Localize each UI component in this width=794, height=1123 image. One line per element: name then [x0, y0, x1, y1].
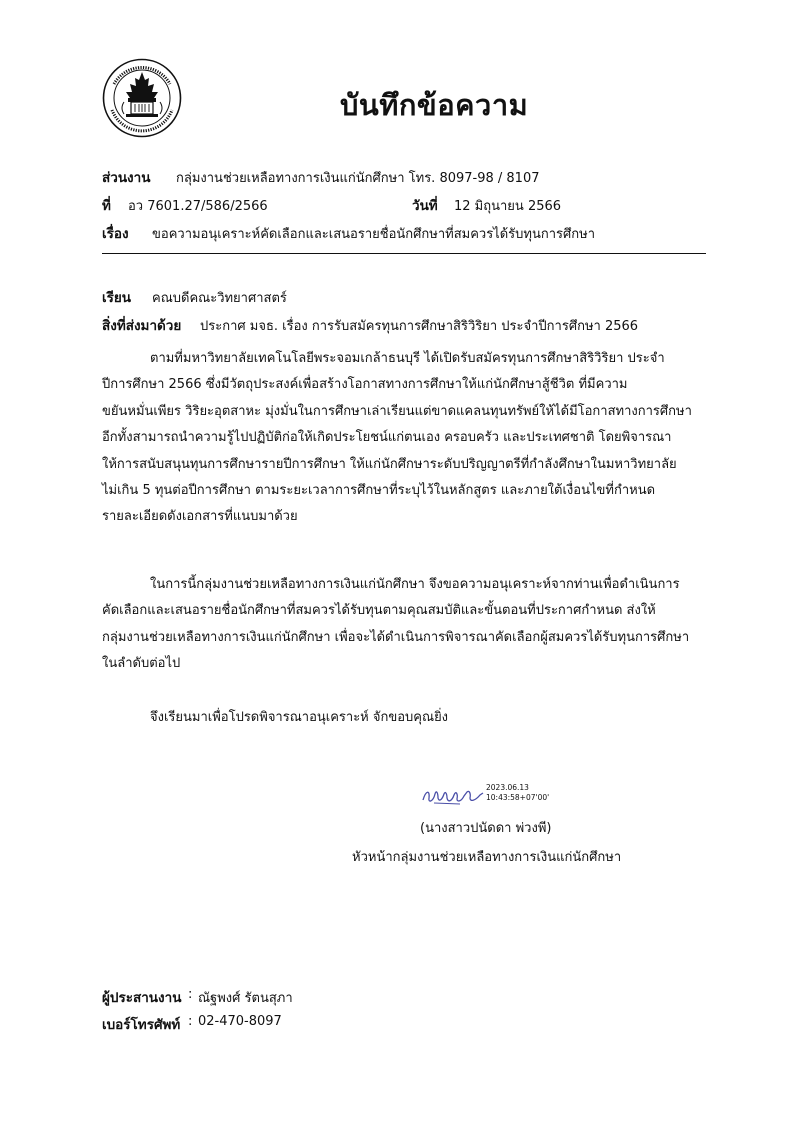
phone-label: เบอร์โทรศัพท์ — [102, 1017, 181, 1033]
phone-separator: : — [188, 1014, 193, 1029]
paragraph-line: ขยันหมั่นเพียร วิริยะอุตสาหะ มุ่งมั่นในการศึกษาเล่าเรียนแต่ขาดแคลนทุนทรัพย์ให้ได้มีโอกาสทางการศึกษา — [102, 403, 692, 419]
paragraph-line: กลุ่มงานช่วยเหลือทางการเงินแก่นักศึกษา เพื่อจะได้ดำเนินการพิจารณาคัดเลือกผู้สมควรได้รับทุนการศึกษา — [102, 629, 690, 645]
subject-label: เรื่อง — [102, 226, 129, 242]
paragraph-line: คัดเลือกและเสนอรายชื่อนักศึกษาที่สมควรได้รับทุนตามคุณสมบัติและขั้นตอนที่ประกาศกำหนด ส่งให้ — [102, 603, 656, 619]
subject-value: ขอความอนุเคราะห์คัดเลือกและเสนอรายชื่อนักศึกษาที่สมควรได้รับทุนการศึกษา — [152, 227, 596, 242]
department-value: กลุ่มงานช่วยเหลือทางการเงินแก่นักศึกษา โทร. 8097-98 / 8107 — [176, 171, 540, 186]
paragraph-line: ในลำดับต่อไป — [102, 656, 181, 672]
coordinator-name: ณัฐพงศ์ รัตนสุภา — [198, 991, 293, 1006]
closing-line: จึงเรียนมาเพื่อโปรดพิจารณาอนุเคราะห์ จักขอบคุณยิ่ง — [150, 710, 449, 725]
paragraph-line: ปีการศึกษา 2566 ซึ่งมีวัตถุประสงค์เพื่อสร้างโอกาสทางการศึกษาให้แก่นักศึกษาสู้ชีวิต ที่มีความ — [102, 377, 628, 393]
phone-number: 02-470-8097 — [198, 1014, 282, 1029]
header-divider — [102, 253, 706, 254]
signature-stamp-date: 2023.06.13 — [486, 783, 529, 792]
signer-name: (นางสาวปนัดดา พ่วงพี) — [420, 821, 552, 836]
paragraph-line: ไม่เกิน 5 ทุนต่อปีการศึกษา ตามระยะเวลาการศึกษาที่ระบุไว้ในหลักสูตร และภายใต้เงื่อนไขที่กำหนด — [102, 483, 656, 499]
memo-title: บันทึกข้อความ — [340, 88, 529, 122]
attachment-label: สิ่งที่ส่งมาด้วย — [102, 318, 182, 334]
paragraph-line: ให้การสนับสนุนทุนการศึกษารายปีการศึกษา ให้แก่นักศึกษาระดับปริญญาตรีที่กำลังศึกษาในมหาวิทยาลัย — [102, 456, 677, 472]
body-paragraph-1 — [102, 346, 710, 531]
recipient-value: คณบดีคณะวิทยาศาสตร์ — [152, 291, 287, 306]
reference-number: อว 7601.27/586/2566 — [128, 199, 268, 214]
paragraph-line: ตามที่มหาวิทยาลัยเทคโนโลยีพระจอมเกล้าธนบุรี ได้เปิดรับสมัครทุนการศึกษาสิริวิริยา ประจำ — [150, 351, 665, 366]
handwritten-signature — [420, 784, 486, 810]
paragraph-line: อีกทั้งสามารถนำความรู้ไปปฏิบัติก่อให้เกิดประโยชน์แก่ตนเอง ครอบครัว และประเทศชาติ โดยพิจารณา — [102, 430, 672, 446]
body-paragraph-2 — [102, 572, 710, 678]
attachment-value: ประกาศ มจธ. เรื่อง การรับสมัครทุนการศึกษาสิริวิริยา ประจำปีการศึกษา 2566 — [200, 319, 639, 334]
signer-position: หัวหน้ากลุ่มงานช่วยเหลือทางการเงินแก่นักศึกษา — [352, 850, 622, 865]
coordinator-label: ผู้ประสานงาน — [102, 990, 182, 1006]
paragraph-line: รายละเอียดดังเอกสารที่แนบมาด้วย — [102, 509, 298, 525]
university-seal-logo — [102, 58, 182, 138]
department-label: ส่วนงาน — [102, 170, 151, 186]
date-label: วันที่ — [412, 198, 438, 214]
signature-stamp-time: 10:43:58+07'00' — [486, 793, 550, 802]
date-value: 12 มิถุนายน 2566 — [454, 199, 562, 214]
paragraph-line: ในการนี้กลุ่มงานช่วยเหลือทางการเงินแก่นักศึกษา จึงขอความอนุเคราะห์จากท่านเพื่อดำเนินการ — [150, 577, 680, 592]
coordinator-separator: : — [188, 987, 193, 1002]
reference-label: ที่ — [102, 198, 111, 214]
recipient-label: เรียน — [102, 290, 132, 306]
